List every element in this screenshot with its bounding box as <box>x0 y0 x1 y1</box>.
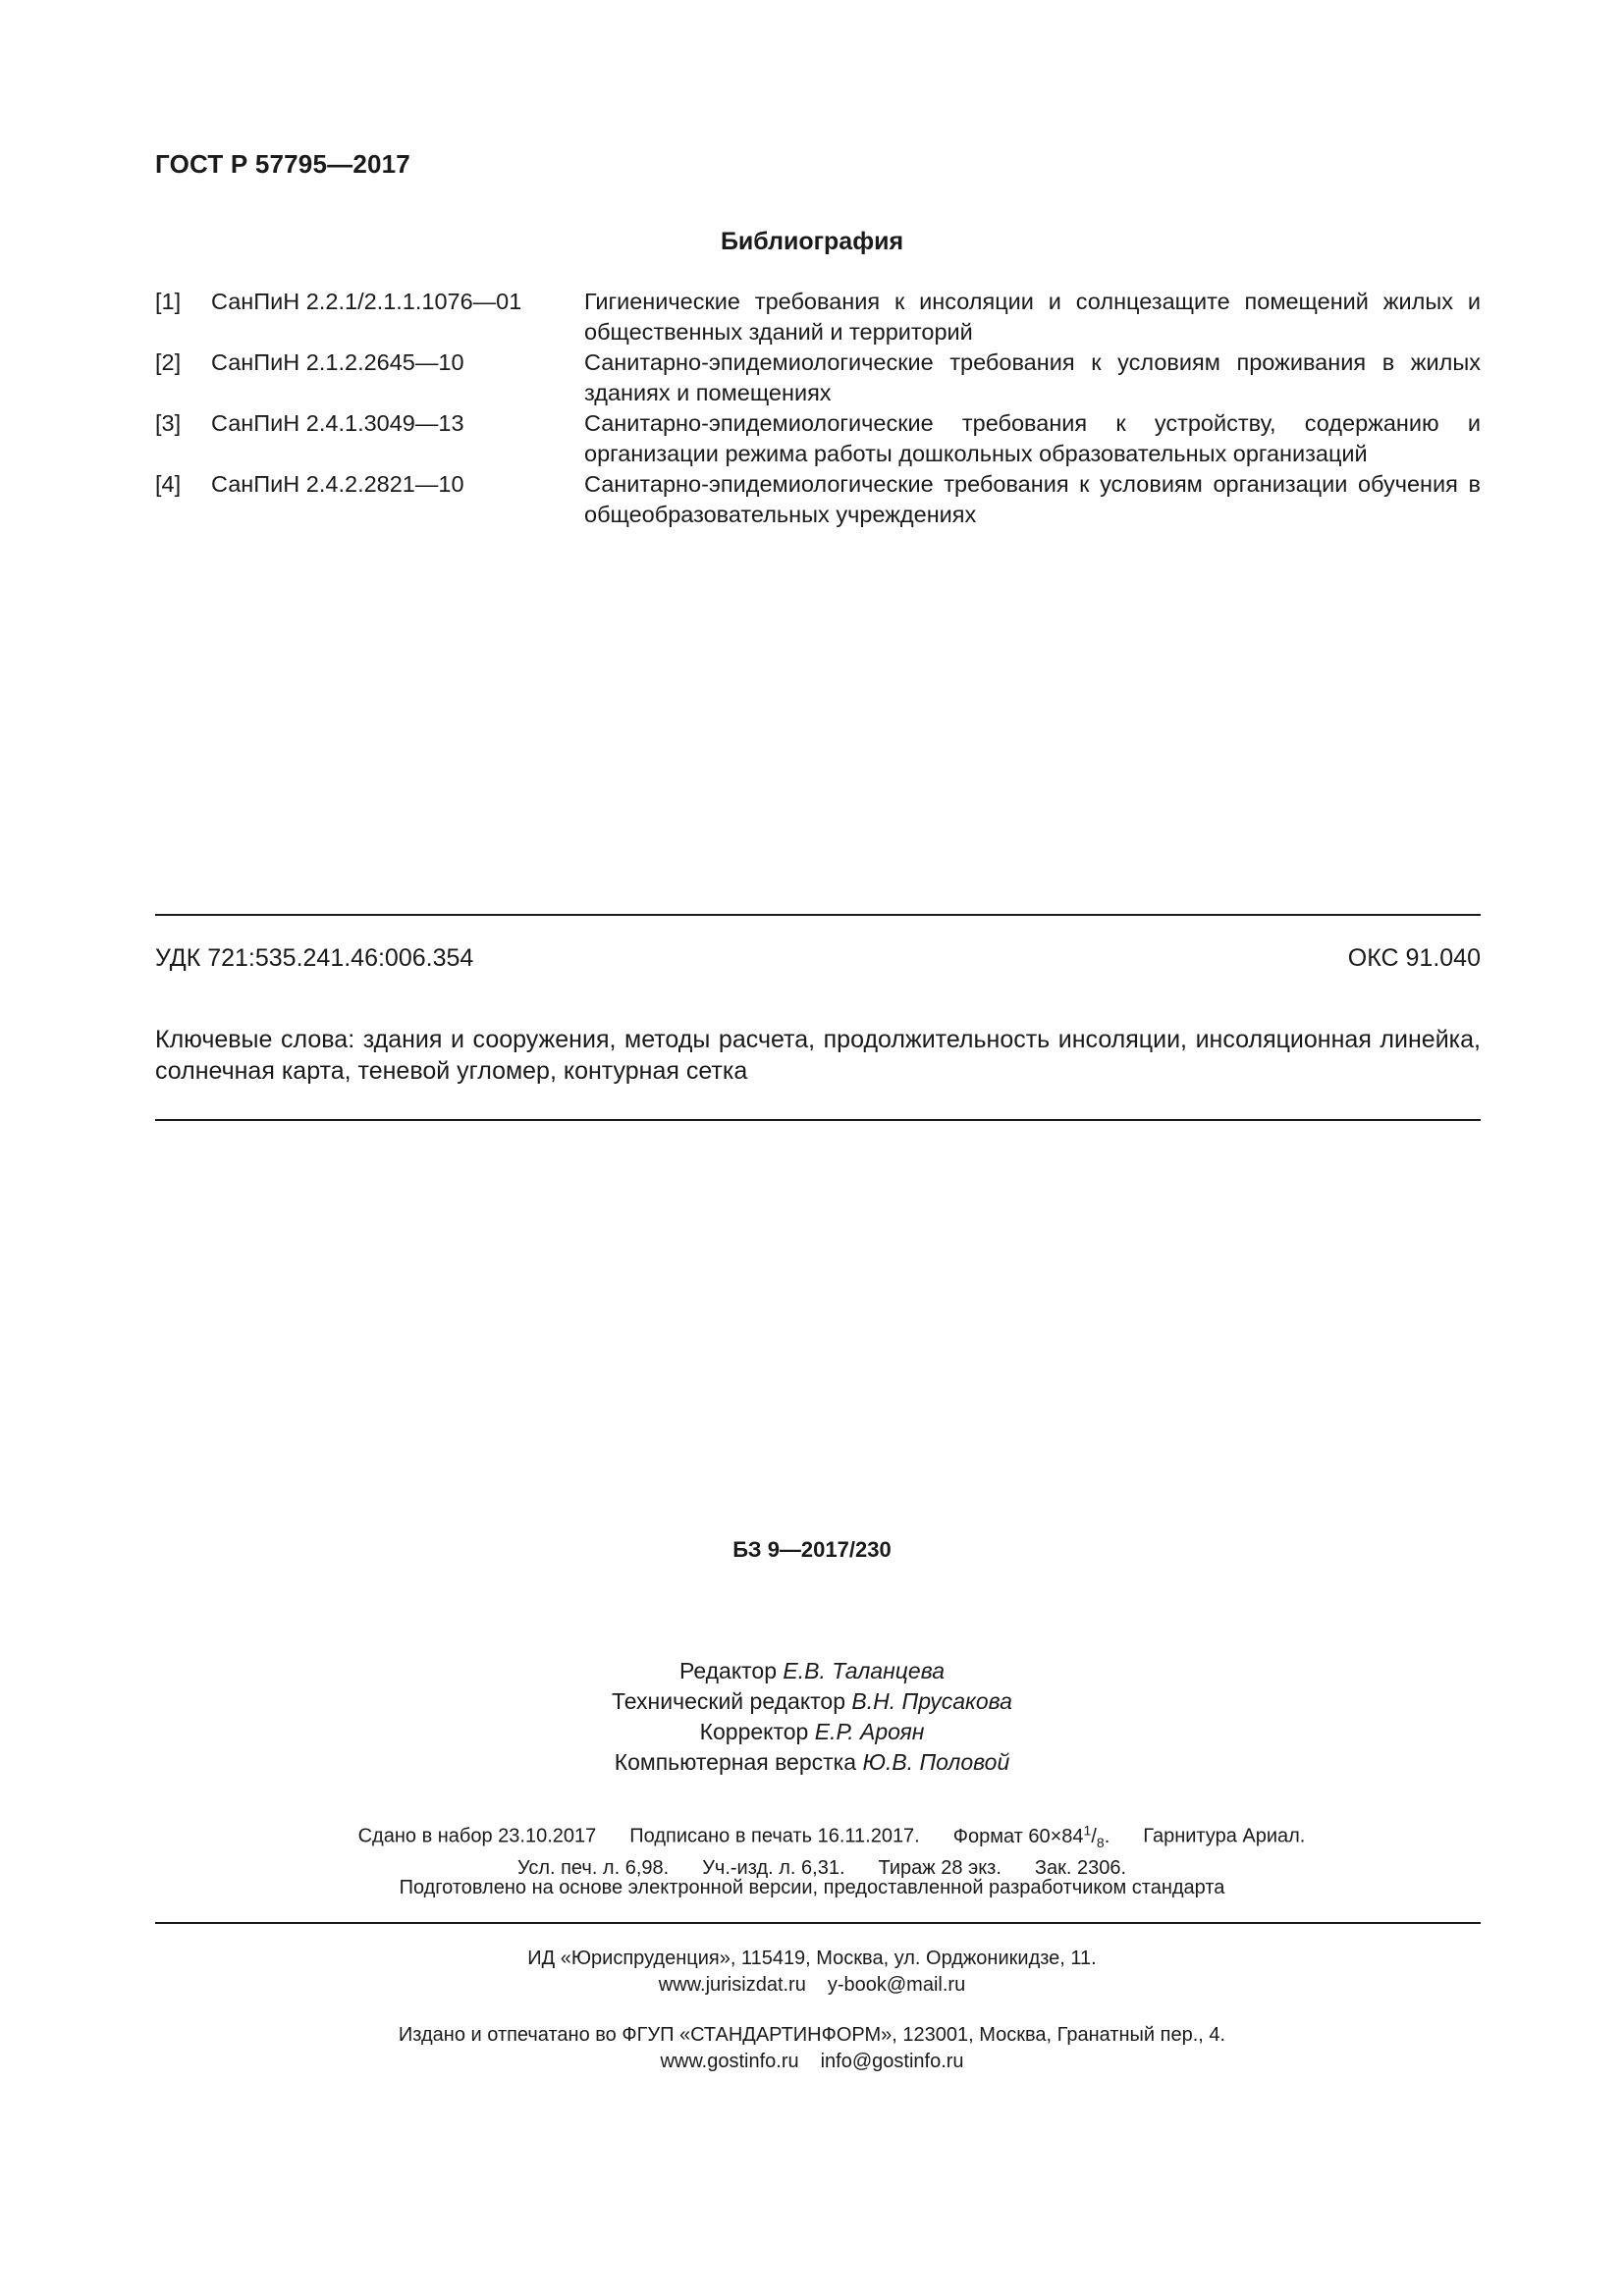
entry-number: [1] <box>155 289 182 314</box>
divider-top <box>155 914 1481 916</box>
prepared-note: Подготовлено на основе электронной версии, предоставленной разработчиком стандарта <box>399 1877 1225 1898</box>
signed-date: Подписано в печать 16.11.2017. <box>629 1825 920 1847</box>
print-info-line-1 <box>39 1817 1624 1855</box>
publishing-sheets: Уч.-изд. л. 6,31. <box>702 1856 845 1879</box>
credit-line <box>0 1686 1624 1717</box>
entry-title: Гигиенические требования к инсоляции и солнцезащите помещений жилых и общественных зданий и территорий <box>584 289 1481 345</box>
credit-role: Технический редактор <box>612 1688 846 1714</box>
publisher-email: y-book@mail.ru <box>827 1974 966 1996</box>
oks-code: ОКС 91.040 <box>1347 944 1481 972</box>
bibliography-entry <box>155 287 1481 347</box>
credit-line <box>0 1747 1624 1778</box>
bibliography-entry <box>155 347 1481 408</box>
entry-code: СанПиН 2.1.2.2645—10 <box>211 349 464 375</box>
credit-role: Редактор <box>679 1658 778 1683</box>
paper-format: Формат $60\times 84^1/_8$. <box>952 1822 1110 1850</box>
credit-line <box>0 1656 1624 1686</box>
entry-code: СанПиН 2.4.2.2821—10 <box>211 471 464 497</box>
print-sheets: Усл. печ. л. 6,98. <box>516 1856 670 1879</box>
printer-block <box>0 2022 1624 2075</box>
publisher-block <box>0 1946 1624 1999</box>
bibliography-list <box>155 287 1481 530</box>
udk-code: УДК 721:535.241.46:006.354 <box>155 944 474 972</box>
credit-line <box>0 1717 1624 1747</box>
printer-address: Издано и отпечатано во ФГУП «СТАНДАРТИНФОРМ», 123001, Москва, Гранатный пер., 4. <box>398 2024 1226 2046</box>
printer-email: info@gostinfo.ru <box>820 2051 964 2072</box>
credit-role: Компьютерная верстка <box>614 1749 857 1775</box>
print-info <box>0 1817 1624 1881</box>
submitted-date: Сдано в набор 23.10.2017 <box>357 1825 597 1847</box>
entry-number: [3] <box>155 410 182 436</box>
entry-code: СанПиН 2.2.1/2.1.1.1076—01 <box>211 289 522 314</box>
entry-title: Санитарно-эпидемиологические требования к условиям организации обучения в общеобразовательных учреждениях <box>584 471 1481 527</box>
classification-row <box>155 944 1481 973</box>
credit-name: Е.В. Таланцева <box>783 1658 945 1683</box>
keywords-text: Ключевые слова: здания и сооружения, методы расчета, продолжительность инсоляции, инсоляционная линейка, солнечная карта, теневой угломер, контурная сетка <box>155 1026 1481 1085</box>
entry-code: СанПиН 2.4.1.3049—13 <box>211 410 464 436</box>
typeface: Гарнитура Ариал. <box>1143 1825 1306 1847</box>
entry-number: [4] <box>155 471 182 497</box>
publisher-contacts <box>0 1972 1624 1999</box>
divider-bottom <box>155 1922 1481 1924</box>
entry-number: [2] <box>155 349 182 375</box>
printer-site: www.gostinfo.ru <box>660 2051 799 2072</box>
credits-block <box>0 1656 1624 1778</box>
credit-name: Е.Р. Ароян <box>814 1719 925 1744</box>
order-number: Зак. 2306. <box>1034 1856 1127 1879</box>
entry-title: Санитарно-эпидемиологические требования к устройству, содержанию и организации режима работы дошкольных образовательных организаций <box>584 410 1481 466</box>
bz-number: БЗ 9—2017/230 <box>732 1537 892 1562</box>
publisher-site: www.jurisizdat.ru <box>658 1974 806 1996</box>
entry-title: Санитарно-эпидемиологические требования к условиям проживания в жилых зданиях и помещениях <box>584 349 1481 405</box>
print-run: Тираж 28 экз. <box>878 1856 1001 1879</box>
document-id: ГОСТ Р 57795—2017 <box>155 149 410 179</box>
bibliography-entry <box>155 408 1481 469</box>
credit-name: Ю.В. Половой <box>862 1749 1010 1775</box>
credit-role: Корректор <box>699 1719 809 1744</box>
bibliography-title: Библиография <box>720 228 904 255</box>
bibliography-entry <box>155 469 1481 530</box>
credit-name: В.Н. Прусакова <box>851 1688 1012 1714</box>
printer-contacts <box>0 2049 1624 2075</box>
divider-keywords <box>155 1119 1481 1121</box>
publisher-address: ИД «Юриспруденция», 115419, Москва, ул. Орджоникидзе, 11. <box>527 1948 1097 1969</box>
